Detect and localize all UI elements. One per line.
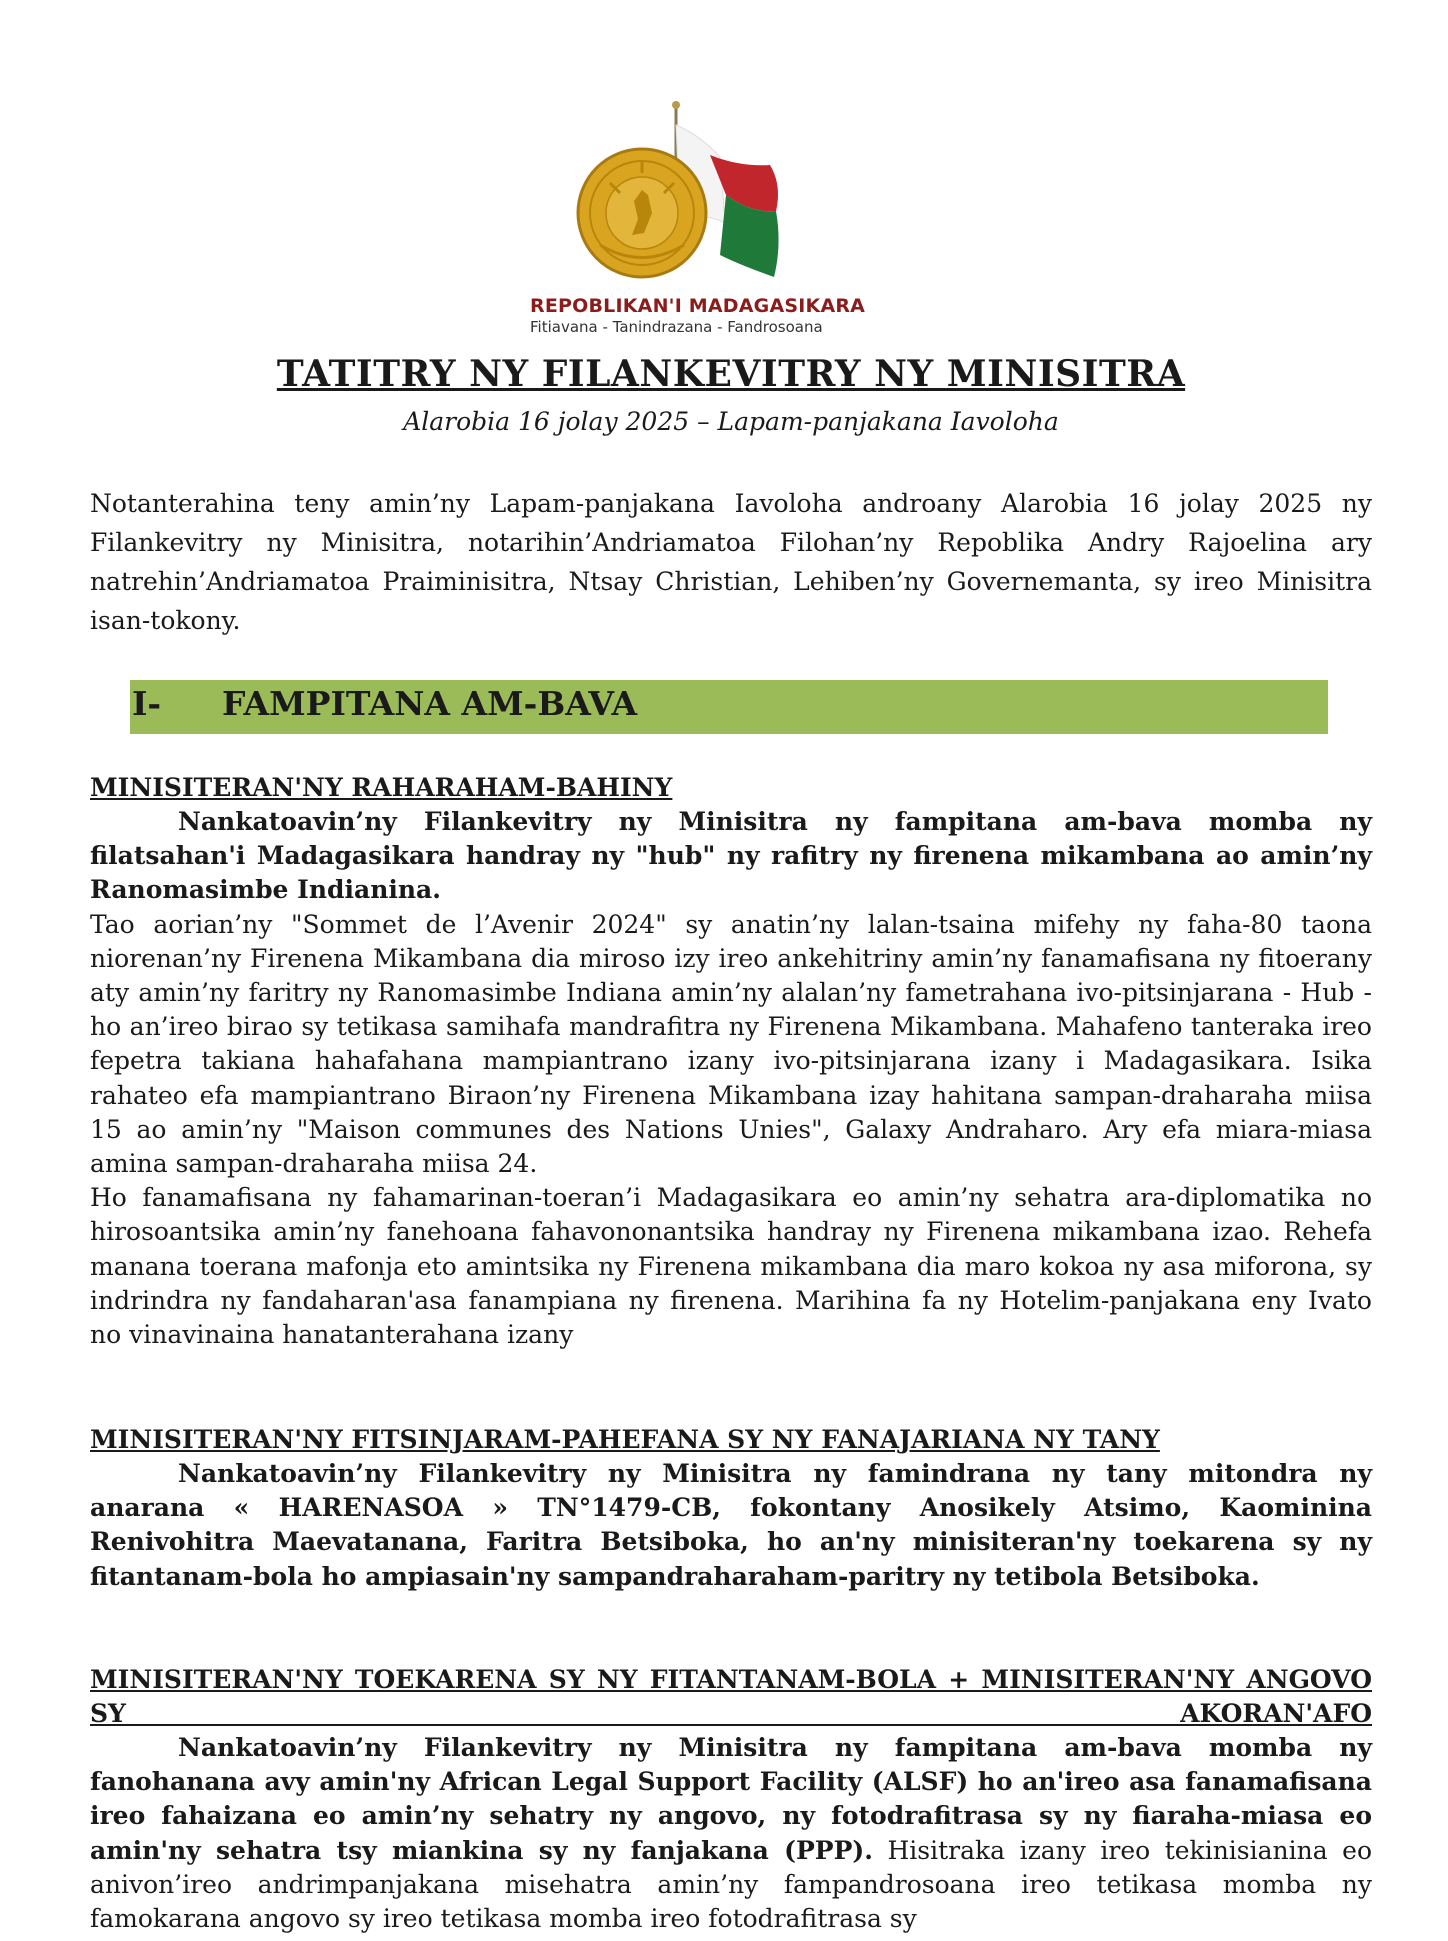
ministry-decision-paragraph	[90, 1731, 1372, 1936]
ministry-decision: Nankatoavin’ny Filankevitry ny Minisitra ny fampitana am-bava momba ny fanohanana avy amin'ny African Legal Support Facility (ALSF) ho an'ireo asa fanamafisana ireo fahaizana eo amin’ny sehatry ny angovo, ny fotodrafitrasa sy ny fiaraha-miasa eo amin'ny sehatra tsy miankina sy ny fanjakana (PPP).	[90, 1733, 1372, 1865]
ministry-paragraph: Tao aorian’ny "Sommet de l’Avenir 2024" sy anatin’ny lalan-tsaina mifehy ny faha-80 taona niorenan’ny Firenena Mikambana dia miroso izy ireo ankehitriny amin’ny fanamafisana ny fitoerany aty amin’ny faritry ny Ranomasimbe Indiana amin’ny alalan’ny fametrahana ivo-pitsinjarana - Hub - ho an’ireo birao sy tetikasa samihafa mandrafitra ny Firenena Mikambana. Mahafeno tanteraka ireo fepetra takiana hahafahana mampiantrano izany ivo-pitsinjarana izany i Madagasikara. Isika rahateo efa mampiantrano Biraon’ny Firenena Mikambana izay hahitana sampan-draharaha miisa 15 ao amin’ny "Maison communes des Nations Unies", Galaxy Andraharo. Ary efa miara-miasa amina sampan-draharaha miisa 24.	[90, 909, 1372, 1179]
ministry-paragraph: Ho fanamafisana ny fahamarinan-toeran’i Madagasikara eo amin’ny sehatra ara-diplomatika no hirosoantsika amin’ny fanehoana fahavononantsika handray ny Firenena mikambana izao. Rehefa manana toerana mafonja eto amintsika ny Firenena mikambana dia maro kokoa ny asa miforona, sy indrindra ny fandaharan'asa fanampiana ny firenena. Marihina fa ny Hotelim-panjakana eny Ivato no vinavinaina hanatanterahana izany	[90, 1183, 1372, 1350]
ministry-continuation: Hisitraka izany ireo tekinisianina eo anivon’ireo andrimpanjakana misehatra amin’ny fampandrosoana ireo tetikasa momba ny famokarana angovo sy ireo tetikasa momba ireo fotodrafitrasa sy	[90, 1835, 1372, 1934]
document-subtitle: Alarobia 16 jolay 2025 – Lapam-panjakana Iavoloha	[403, 407, 1059, 436]
madagascar-seal-and-flag-icon	[530, 95, 790, 295]
ministry-block-3	[90, 1663, 1372, 1936]
republic-emblem	[530, 95, 866, 345]
document-title: TATITRY NY FILANKEVITRY NY MINISITRA	[276, 353, 1186, 395]
intro-paragraph: Notanterahina teny amin’ny Lapam-panjakana Iavoloha androany Alarobia 16 jolay 2025 ny Filankevitry ny Minisitra, notarihin’Andriamatoa Filohan’ny Repoblika Andry Rajoelina ary natrehin’Andriamatoa Praiminisitra, Ntsay Christian, Lehiben’ny Governemanta, sy ireo Minisitra isan-tokony.	[90, 489, 1372, 635]
republic-name: REPOBLIKAN'I MADAGASIKARA	[530, 295, 866, 317]
ministry-decision: Nankatoavin’ny Filankevitry ny Minisitra ny fampitana am-bava momba ny filatsahan'i Madagasikara handray ny "hub" ny rafitry ny firenena mikambana ao amin’ny Ranomasimbe Indianina.	[90, 807, 1372, 905]
ministry-heading: MINISITERAN'NY TOEKARENA SY NY FITANTANAM-BOLA + MINISITERAN'NY ANGOVO SY AKORAN'AFO	[90, 1665, 1372, 1728]
ministry-decision: Nankatoavin’ny Filankevitry ny Minisitra ny famindrana ny tany mitondra ny anarana « HARENASOA » TN°1479-CB, fokontany Anosikely Atsimo, Kaominina Renivohitra Maevatanana, Faritra Betsiboka, ho an'ny minisiteran'ny toekarena sy ny fitantanam-bola ho ampiasain'ny sampandraharaham-paritry ny tetibola Betsiboka.	[90, 1459, 1372, 1591]
section-title: FAMPITANA AM-BAVA	[222, 684, 638, 723]
ministry-heading: MINISITERAN'NY FITSINJARAM-PAHEFANA SY NY FANAJARIANA NY TANY	[90, 1425, 1160, 1454]
section-number: I-	[132, 684, 162, 723]
ministry-heading: MINISITERAN'NY RAHARAHAM-BAHINY	[90, 773, 673, 802]
ministry-block-2	[90, 1423, 1372, 1594]
republic-motto: Fitiavana - Tanindrazana - Fandrosoana	[530, 318, 823, 336]
republic-brand	[530, 295, 866, 336]
ministry-block-1	[90, 771, 1372, 1352]
